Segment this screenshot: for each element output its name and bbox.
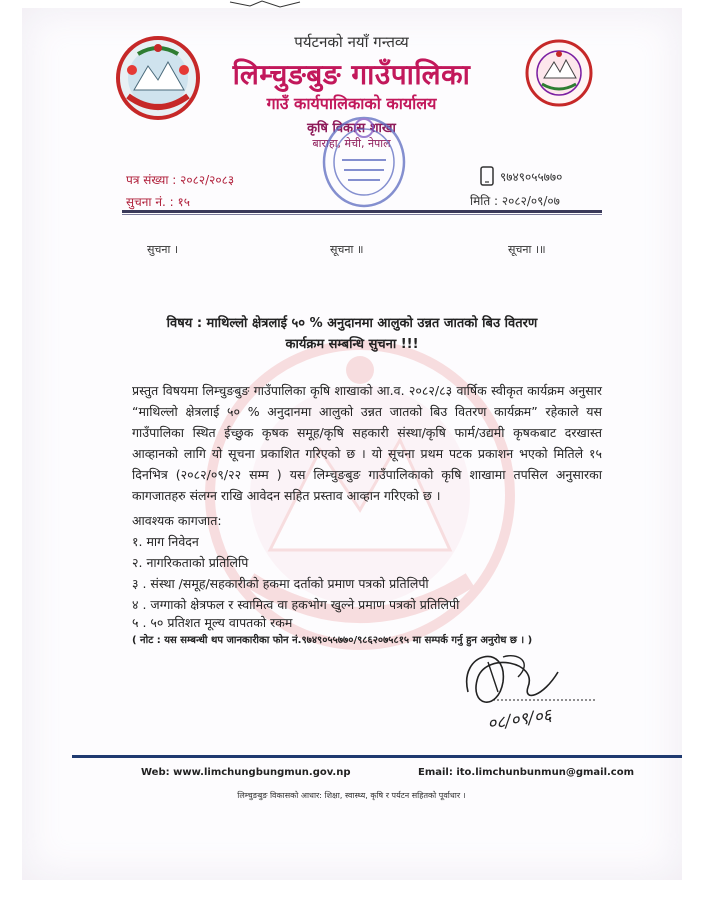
doc-item: ५ . ५० प्रतिशत मूल्य वापतको रकम (132, 615, 293, 630)
notice-label-3: सूचना ।॥ (508, 243, 546, 256)
docs-heading: आवश्यक कागजात: (132, 513, 222, 528)
branch-name: कृषि विकास शाखा (307, 121, 396, 136)
org-name: लिम्चुङबुङ गाउँपालिका (232, 58, 471, 91)
notice-number: सुचना नं. : १५ (126, 195, 190, 209)
footer-email[interactable]: Email: ito.limchunbunmun@gmail.com (418, 767, 635, 778)
signature-date: ०८/०९/०६ (486, 705, 553, 735)
footer-rule (72, 755, 682, 758)
phone-icon (480, 166, 494, 186)
doc-item: ३ . संस्था /समूह/सहकारीको हकमा दर्ताको प्रमाण पत्रको प्रतिलिपी (132, 576, 429, 591)
tagline: पर्यटनको नयाँ गन्तव्य (294, 33, 409, 51)
subject-line-1: विषय : माथिल्लो क्षेत्रलाई ५० % अनुदानमा आलुको उन्नत जातको बिउ वितरण (166, 316, 538, 331)
letter-date: मिति : २०८२/०९/०७ (470, 194, 560, 208)
letter-number: पत्र संख्या : २०८२/२०८३ (126, 173, 235, 187)
header-rule-thin (122, 214, 602, 215)
doc-item: २. नागरिकताको प्रतिलिपि (132, 555, 249, 570)
phone-number: ९७४९०५५७७० (500, 170, 563, 184)
notice-label-2: सूचना ॥ (330, 243, 364, 256)
doc-item: १. माग निवेदन (132, 534, 199, 549)
header-rule (122, 210, 602, 213)
official-stamp-icon (320, 110, 408, 210)
footer-website[interactable]: Web: www.limchungbungmun.gov.np (141, 767, 351, 778)
notice-label-1: सुचना । (147, 243, 179, 256)
office-address: बाराहा, मेची, नेपाल (312, 137, 391, 150)
contact-note: ( नोट : यस सम्बन्धी थप जानकारीका फोन नं.९७४९०५५७७०/९८६२०७५८१५ मा सम्पर्क गर्नु हुन अनुरोध छ । ) (132, 635, 533, 646)
top-edge-marks (0, 0, 703, 10)
footer-slogan: लिम्चुङबुङ विकासको आधार: शिक्षा, स्वास्थ्य, कृषि र पर्यटन सहितको पूर्वाधार । (237, 791, 466, 800)
subject-line-2: कार्यक्रम सम्बन्धि सुचना !!! (285, 337, 419, 352)
doc-item: ४ . जग्गाको क्षेत्रफल र स्वामित्व वा हकभोग खुल्ने प्रमाण पत्रको प्रतिलिपी (132, 597, 460, 612)
office-name: गाउँ कार्यपालिकाको कार्यालय (266, 94, 437, 113)
notice-body (132, 380, 602, 506)
body-paragraph: प्रस्तुत विषयमा लिम्चुङबुङ गाउँपालिका कृषि शाखाको आ.व. २०८२/८३ वार्षिक स्वीकृत कार्यक्रम अनुसार “माथिल्लो क्षेत्रलाई ५० % अनुदानमा आलुको उन्नत जातको बिउ वितरण कार्यक्रम” रहेकाले यस गाउँपालिका स्थित ईच्छुक कृषक समूह/कृषि सहकारी संस्था/कृषि फार्म/उद्यमी कृषकबाट दरखास्त आव्हानको लागि यो सूचना प्रकाशित गरिएको छ । यो सूचना प्रथम पटक प्रकाशन भएको मितिले १५ दिनभित्र (२०८२/०९/२२ सम्म ) यस लिम्चुङबुङ गाउँपालिकाको कृषि शाखामा तपसिल अनुसारका कागजातहरु संलग्न राखि आवेदन सहित प्रस्ताव आव्हान गरिएको छ । (132, 383, 602, 503)
